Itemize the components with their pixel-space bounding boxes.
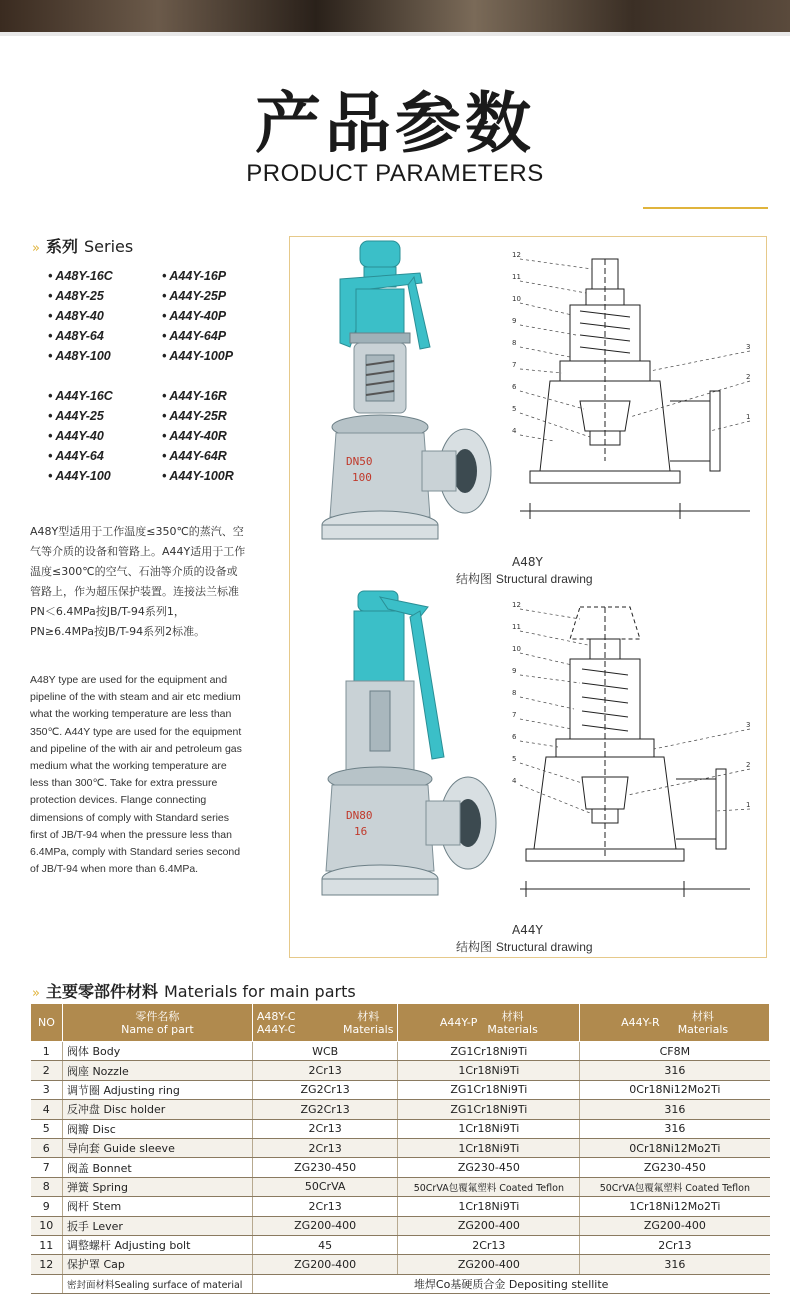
part-name-cn: 阀体 bbox=[66, 1045, 89, 1059]
series-item: • A44Y-16R bbox=[162, 389, 227, 403]
figure-panel bbox=[289, 236, 767, 958]
material-c: ZG2Cr13 bbox=[252, 1080, 398, 1099]
part-name-cn: 扳手 bbox=[66, 1219, 89, 1233]
table-row bbox=[31, 1100, 770, 1119]
series-item: • A44Y-40 bbox=[48, 429, 104, 443]
series-group1-right bbox=[162, 266, 233, 366]
part-name-en: Guide sleeve bbox=[103, 1142, 175, 1156]
table-row bbox=[31, 1061, 770, 1080]
row-number: 2 bbox=[31, 1061, 63, 1080]
part-name-cn: 调节圈 bbox=[66, 1083, 100, 1097]
part-name bbox=[62, 1138, 252, 1157]
material-p: ZG200-400 bbox=[398, 1216, 580, 1235]
drawing-label: 7 bbox=[512, 711, 517, 719]
part-name bbox=[62, 1119, 252, 1138]
part-name-cn: 导向套 bbox=[66, 1142, 100, 1156]
material-p: 50CrVA包覆氟塑料 Coated Teflon bbox=[398, 1177, 580, 1196]
row-number: 3 bbox=[31, 1080, 63, 1099]
series-item: • A44Y-25R bbox=[162, 409, 227, 423]
table-row bbox=[31, 1080, 770, 1099]
drawing-label: 4 bbox=[512, 427, 517, 435]
page-title-cn: 产品参数 bbox=[255, 85, 535, 162]
drawing1-model: A48Y bbox=[512, 555, 543, 569]
part-name-cn: 阀杆 bbox=[66, 1200, 89, 1214]
material-p: ZG230-450 bbox=[398, 1158, 580, 1177]
drawing-label: 11 bbox=[512, 273, 521, 281]
row-number: 12 bbox=[31, 1255, 63, 1274]
material-p: ZG1Cr18Ni9Ti bbox=[398, 1100, 580, 1119]
material-p: 1Cr18Ni9Ti bbox=[398, 1138, 580, 1157]
table-header-row bbox=[31, 1004, 770, 1042]
part-name bbox=[62, 1080, 252, 1099]
part-name bbox=[62, 1177, 252, 1196]
material-p: ZG200-400 bbox=[398, 1255, 580, 1274]
valve1-marking: DN50 bbox=[346, 455, 373, 468]
valve-photo-a44y bbox=[310, 587, 510, 917]
part-name bbox=[62, 1061, 252, 1080]
row-number: 1 bbox=[31, 1042, 63, 1061]
material-r: 0Cr18Ni12Mo2Ti bbox=[580, 1080, 770, 1099]
part-name bbox=[62, 1235, 252, 1254]
drawing-label: 11 bbox=[512, 623, 521, 631]
chevron-right-icon: » bbox=[32, 986, 40, 1001]
part-name bbox=[62, 1158, 252, 1177]
table-row bbox=[31, 1197, 770, 1216]
material-c: 50CrVA bbox=[252, 1177, 398, 1196]
row-number: 5 bbox=[31, 1119, 63, 1138]
page-title-en: PRODUCT PARAMETERS bbox=[246, 160, 544, 187]
material-c: WCB bbox=[252, 1042, 398, 1061]
top-banner-image bbox=[0, 0, 790, 32]
material-p: 1Cr18Ni9Ti bbox=[398, 1119, 580, 1138]
drawing1-caption: 结构图 Structural drawing bbox=[456, 572, 593, 586]
series-group2-left bbox=[48, 386, 113, 486]
row-number: 7 bbox=[31, 1158, 63, 1177]
part-name-cn: 弹簧 bbox=[66, 1180, 89, 1194]
part-name-cn: 阀盖 bbox=[66, 1161, 89, 1175]
row-number: 9 bbox=[31, 1197, 63, 1216]
part-name bbox=[62, 1197, 252, 1216]
structural-drawing-a44y bbox=[510, 599, 760, 919]
table-row bbox=[31, 1216, 770, 1235]
row-number: 4 bbox=[31, 1100, 63, 1119]
description-cn: A48Y型适用于工作温度≤350℃的蒸汽、空气等介质的设备和管路上。A44Y适用于工作温度≤300℃的空气、石油等介质的设备或管路上，作为超压保护装置。连接法兰标准PN＜6.4MPa按JB/T-94系列1，PN≥6.4MPa按JB/T-94系列2标准。 bbox=[30, 525, 246, 638]
series-item: • A44Y-25 bbox=[48, 409, 104, 423]
part-name-en: Cap bbox=[103, 1258, 125, 1272]
drawing-label: 5 bbox=[512, 755, 517, 763]
drawing-label: 12 bbox=[512, 601, 521, 609]
series-item: • A44Y-40R bbox=[162, 429, 227, 443]
sealing-value: 堆焊Co基硬质合金 Depositing stellite bbox=[252, 1274, 769, 1293]
material-r: 50CrVA包覆氟塑料 Coated Teflon bbox=[580, 1177, 770, 1196]
valve2-marking: DN80 bbox=[346, 809, 373, 822]
part-name-en: Disc holder bbox=[103, 1103, 166, 1117]
sealing-label: 密封面材料Sealing surface of material bbox=[62, 1274, 252, 1293]
part-name bbox=[62, 1100, 252, 1119]
table-row bbox=[31, 1177, 770, 1196]
part-name-en: Lever bbox=[92, 1219, 123, 1233]
svg-text:100: 100 bbox=[352, 471, 372, 484]
material-c: 2Cr13 bbox=[252, 1119, 398, 1138]
materials-table bbox=[30, 1003, 770, 1294]
material-p: 1Cr18Ni9Ti bbox=[398, 1061, 580, 1080]
material-c: ZG200-400 bbox=[252, 1255, 398, 1274]
svg-text:16: 16 bbox=[354, 825, 368, 838]
series-item: • A44Y-40P bbox=[162, 309, 227, 323]
part-name-cn: 保护罩 bbox=[66, 1258, 100, 1272]
drawing-label: 8 bbox=[512, 689, 517, 697]
part-name-cn: 调整螺杆 bbox=[66, 1239, 111, 1253]
part-name-en: Body bbox=[92, 1045, 121, 1059]
series-item: • A44Y-25P bbox=[162, 289, 227, 303]
part-name bbox=[62, 1216, 252, 1235]
part-name-en: Adjusting ring bbox=[103, 1083, 180, 1097]
part-name-cn: 反冲盘 bbox=[66, 1103, 100, 1117]
part-name-en: Stem bbox=[92, 1200, 122, 1214]
series-item: • A44Y-100 bbox=[48, 469, 111, 483]
table-row bbox=[31, 1158, 770, 1177]
series-heading: » 系列 Series bbox=[32, 237, 134, 256]
row-number: 11 bbox=[31, 1235, 63, 1254]
material-c: ZG230-450 bbox=[252, 1158, 398, 1177]
table-row bbox=[31, 1138, 770, 1157]
material-r: 316 bbox=[580, 1061, 770, 1080]
material-c: ZG200-400 bbox=[252, 1216, 398, 1235]
part-name bbox=[62, 1255, 252, 1274]
part-name-en: Nozzle bbox=[92, 1064, 129, 1078]
structural-drawing-a48y bbox=[510, 241, 760, 541]
table-row bbox=[31, 1255, 770, 1274]
drawing-label: 3 bbox=[746, 343, 751, 351]
drawing-label: 6 bbox=[512, 383, 517, 391]
material-r: ZG200-400 bbox=[580, 1216, 770, 1235]
col-material-p: A44Y-P 材料 Materials bbox=[398, 1004, 580, 1042]
drawing-label: 8 bbox=[512, 339, 517, 347]
table-row bbox=[31, 1235, 770, 1254]
series-group2-right bbox=[162, 386, 234, 486]
material-r: 316 bbox=[580, 1100, 770, 1119]
material-c: ZG2Cr13 bbox=[252, 1100, 398, 1119]
drawing-label: 12 bbox=[512, 251, 521, 259]
sealing-row bbox=[31, 1274, 770, 1293]
col-material-r: A44Y-R 材料 Materials bbox=[580, 1004, 770, 1042]
series-item: • A44Y-64P bbox=[162, 329, 227, 343]
material-c: 45 bbox=[252, 1235, 398, 1254]
material-r: ZG230-450 bbox=[580, 1158, 770, 1177]
drawing-label: 6 bbox=[512, 733, 517, 741]
drawing-label: 2 bbox=[746, 373, 751, 381]
col-material-c: A48Y-C A44Y-C 材料 Materials bbox=[252, 1004, 398, 1042]
material-c: 2Cr13 bbox=[252, 1061, 398, 1080]
material-r: CF8M bbox=[580, 1042, 770, 1061]
description-en: A48Y type are used for the equipment and pipeline of the with steam and air etc medium what the working temperature are less than 350℃. A44Y type are used for the equipment and pipeline of the with air and petroleum gas medium what the working temperature are less than 300℃. Take for extra pressure protection devices. Flange connecting dimensions of comply with Standard series first of JB/T-94 when the pressure less than 6.4MPa, comply with Standard series second of JB/T-94 when more than 6.4MPa. bbox=[30, 674, 242, 876]
col-part: 零件名称 Name of part bbox=[62, 1004, 252, 1042]
row-number: 6 bbox=[31, 1138, 63, 1157]
materials-heading: » 主要零部件材料 Materials for main parts bbox=[32, 982, 356, 1001]
material-c: 2Cr13 bbox=[252, 1197, 398, 1216]
series-item: • A44Y-16C bbox=[48, 389, 113, 403]
series-item: • A44Y-100P bbox=[162, 349, 234, 363]
valve-photo-a48y bbox=[310, 237, 510, 567]
drawing-label: 7 bbox=[512, 361, 517, 369]
series-item: • A48Y-64 bbox=[48, 329, 104, 343]
material-p: ZG1Cr18Ni9Ti bbox=[398, 1080, 580, 1099]
row-number: 8 bbox=[31, 1177, 63, 1196]
series-item: • A48Y-25 bbox=[48, 289, 104, 303]
series-item: • A44Y-100R bbox=[162, 469, 234, 483]
series-item: • A44Y-64R bbox=[162, 449, 227, 463]
gold-divider bbox=[643, 207, 768, 209]
row-number: 10 bbox=[31, 1216, 63, 1235]
material-r: 1Cr18Ni12Mo2Ti bbox=[580, 1197, 770, 1216]
col-no: NO bbox=[31, 1004, 63, 1042]
part-name-cn: 阀瓣 bbox=[66, 1122, 89, 1136]
drawing-label: 1 bbox=[746, 801, 751, 809]
drawing-label: 10 bbox=[512, 295, 521, 303]
drawing-label: 2 bbox=[746, 761, 751, 769]
drawing-label: 3 bbox=[746, 721, 751, 729]
material-r: 316 bbox=[580, 1119, 770, 1138]
series-group1-left bbox=[48, 266, 113, 366]
part-name-cn: 阀座 bbox=[66, 1064, 89, 1078]
part-name-en: Disc bbox=[92, 1122, 116, 1136]
drawing-label: 4 bbox=[512, 777, 517, 785]
part-name-en: Spring bbox=[92, 1180, 128, 1194]
series-item: • A48Y-16C bbox=[48, 269, 113, 283]
material-p: ZG1Cr18Ni9Ti bbox=[398, 1042, 580, 1061]
drawing-label: 9 bbox=[512, 317, 517, 325]
material-r: 0Cr18Ni12Mo2Ti bbox=[580, 1138, 770, 1157]
table-row bbox=[31, 1042, 770, 1061]
material-r: 2Cr13 bbox=[580, 1235, 770, 1254]
drawing2-caption: 结构图 Structural drawing bbox=[456, 940, 593, 954]
material-c: 2Cr13 bbox=[252, 1138, 398, 1157]
drawing-label: 10 bbox=[512, 645, 521, 653]
drawing2-model: A44Y bbox=[512, 923, 543, 937]
table-row bbox=[31, 1119, 770, 1138]
part-name-en: Bonnet bbox=[92, 1161, 132, 1175]
material-r: 316 bbox=[580, 1255, 770, 1274]
series-item: • A44Y-16P bbox=[162, 269, 227, 283]
drawing-label: 9 bbox=[512, 667, 517, 675]
part-name-en: Adjusting bolt bbox=[114, 1239, 191, 1253]
part-name bbox=[62, 1042, 252, 1061]
series-item: • A48Y-100 bbox=[48, 349, 111, 363]
material-p: 1Cr18Ni9Ti bbox=[398, 1197, 580, 1216]
material-p: 2Cr13 bbox=[398, 1235, 580, 1254]
series-item: • A44Y-64 bbox=[48, 449, 104, 463]
series-item: • A48Y-40 bbox=[48, 309, 104, 323]
chevron-right-icon: » bbox=[32, 241, 40, 256]
drawing-label: 1 bbox=[746, 413, 751, 421]
drawing-label: 5 bbox=[512, 405, 517, 413]
